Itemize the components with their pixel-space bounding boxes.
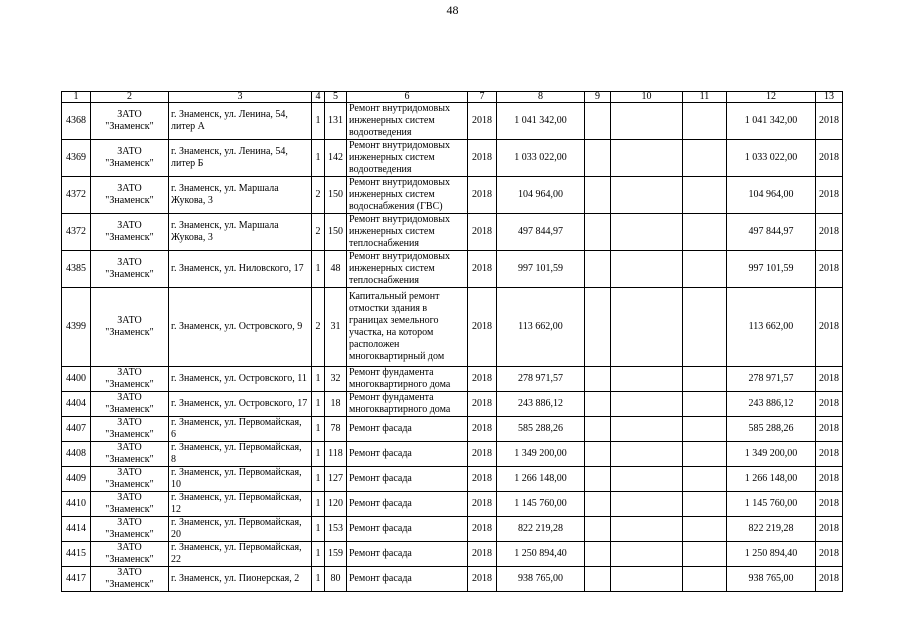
table-row [62, 214, 843, 251]
cell-total: 497 844,97 [727, 214, 816, 251]
cell-col5: 150 [325, 177, 347, 214]
table-row [62, 492, 843, 517]
cell-col5: 32 [325, 367, 347, 392]
cell-year: 2018 [468, 288, 497, 367]
table-row [62, 251, 843, 288]
cell-col10 [611, 103, 683, 140]
cell-col9 [585, 567, 611, 592]
cell-year: 2018 [468, 542, 497, 567]
cell-address: г. Знаменск, ул. Ниловского, 17 [169, 251, 312, 288]
organization-line-1: ЗАТО [117, 467, 142, 478]
cell-col9 [585, 103, 611, 140]
cell-address: г. Знаменск, ул. Ленина, 54, литер Б [169, 140, 312, 177]
cell-col4: 1 [312, 417, 325, 442]
table-row [62, 467, 843, 492]
cell-organization [91, 140, 169, 177]
cell-organization [91, 177, 169, 214]
cell-id: 4369 [62, 140, 91, 177]
cell-id: 4417 [62, 567, 91, 592]
cell-id: 4404 [62, 392, 91, 417]
cell-col5: 120 [325, 492, 347, 517]
cell-work-type: Ремонт фундамента многоквартирного дома [347, 392, 468, 417]
cell-organization [91, 392, 169, 417]
organization-line-1: ЗАТО [117, 392, 142, 403]
cell-col4: 2 [312, 288, 325, 367]
organization-line-1: ЗАТО [117, 183, 142, 194]
cell-organization [91, 367, 169, 392]
organization-line-2: "Знаменск" [105, 479, 154, 490]
cell-work-type: Ремонт внутридомовых инженерных систем теплоснабжения [347, 214, 468, 251]
organization-line-2: "Знаменск" [105, 195, 154, 206]
cell-col9 [585, 517, 611, 542]
cell-id: 4415 [62, 542, 91, 567]
column-header: 4 [312, 92, 325, 103]
cell-col5: 80 [325, 567, 347, 592]
cell-organization [91, 214, 169, 251]
cell-col4: 1 [312, 442, 325, 467]
organization-line-1: ЗАТО [117, 109, 142, 120]
cell-amount: 497 844,97 [497, 214, 585, 251]
cell-total: 104 964,00 [727, 177, 816, 214]
cell-col11 [683, 467, 727, 492]
cell-total: 1 266 148,00 [727, 467, 816, 492]
organization-line-2: "Знаменск" [105, 554, 154, 565]
cell-total: 278 971,57 [727, 367, 816, 392]
cell-total: 585 288,26 [727, 417, 816, 442]
cell-col11 [683, 288, 727, 367]
organization-line-2: "Знаменск" [105, 404, 154, 415]
cell-col10 [611, 214, 683, 251]
cell-total: 113 662,00 [727, 288, 816, 367]
cell-total: 1 250 894,40 [727, 542, 816, 567]
cell-amount: 585 288,26 [497, 417, 585, 442]
cell-col4: 2 [312, 177, 325, 214]
cell-amount: 243 886,12 [497, 392, 585, 417]
cell-address: г. Знаменск, ул. Ленина, 54, литер А [169, 103, 312, 140]
table-row [62, 542, 843, 567]
cell-col5: 142 [325, 140, 347, 177]
cell-col9 [585, 251, 611, 288]
cell-total: 1 041 342,00 [727, 103, 816, 140]
cell-col11 [683, 214, 727, 251]
column-number-row [62, 92, 843, 103]
table-row [62, 442, 843, 467]
cell-col13: 2018 [816, 542, 843, 567]
cell-address: г. Знаменск, ул. Первомайская, 22 [169, 542, 312, 567]
cell-organization [91, 467, 169, 492]
cell-col11 [683, 177, 727, 214]
organization-line-2: "Знаменск" [105, 429, 154, 440]
cell-col5: 18 [325, 392, 347, 417]
column-header: 12 [727, 92, 816, 103]
cell-col13: 2018 [816, 288, 843, 367]
organization-line-1: ЗАТО [117, 367, 142, 378]
cell-organization [91, 417, 169, 442]
cell-id: 4372 [62, 214, 91, 251]
organization-line-1: ЗАТО [117, 492, 142, 503]
cell-col13: 2018 [816, 177, 843, 214]
cell-col4: 1 [312, 517, 325, 542]
cell-address: г. Знаменск, ул. Первомайская, 10 [169, 467, 312, 492]
cell-work-type: Ремонт внутридомовых инженерных систем водоотведения [347, 103, 468, 140]
cell-col4: 1 [312, 392, 325, 417]
cell-year: 2018 [468, 214, 497, 251]
cell-total: 822 219,28 [727, 517, 816, 542]
cell-col4: 1 [312, 567, 325, 592]
cell-col13: 2018 [816, 367, 843, 392]
column-header: 7 [468, 92, 497, 103]
cell-total: 1 349 200,00 [727, 442, 816, 467]
cell-col9 [585, 288, 611, 367]
cell-amount: 1 033 022,00 [497, 140, 585, 177]
cell-year: 2018 [468, 367, 497, 392]
organization-line-2: "Знаменск" [105, 269, 154, 280]
table-row [62, 177, 843, 214]
cell-col11 [683, 417, 727, 442]
cell-work-type: Ремонт внутридомовых инженерных систем теплоснабжения [347, 251, 468, 288]
organization-line-2: "Знаменск" [105, 121, 154, 132]
cell-year: 2018 [468, 442, 497, 467]
cell-col5: 127 [325, 467, 347, 492]
cell-col11 [683, 542, 727, 567]
cell-col13: 2018 [816, 442, 843, 467]
cell-address: г. Знаменск, ул. Островского, 9 [169, 288, 312, 367]
cell-col4: 1 [312, 542, 325, 567]
cell-id: 4400 [62, 367, 91, 392]
cell-col11 [683, 367, 727, 392]
cell-year: 2018 [468, 140, 497, 177]
register-table [61, 91, 843, 592]
cell-col9 [585, 392, 611, 417]
cell-address: г. Знаменск, ул. Первомайская, 8 [169, 442, 312, 467]
cell-organization [91, 251, 169, 288]
cell-year: 2018 [468, 177, 497, 214]
cell-work-type: Ремонт фундамента многоквартирного дома [347, 367, 468, 392]
cell-organization [91, 442, 169, 467]
cell-total: 1 033 022,00 [727, 140, 816, 177]
cell-year: 2018 [468, 567, 497, 592]
cell-total: 1 145 760,00 [727, 492, 816, 517]
cell-total: 997 101,59 [727, 251, 816, 288]
cell-col4: 1 [312, 492, 325, 517]
cell-amount: 1 349 200,00 [497, 442, 585, 467]
cell-organization [91, 517, 169, 542]
cell-id: 4399 [62, 288, 91, 367]
column-header: 13 [816, 92, 843, 103]
cell-work-type: Капитальный ремонт отмостки здания в границах земельного участка, на котором расположен многоквартирный дом [347, 288, 468, 367]
cell-year: 2018 [468, 103, 497, 140]
page-number: 48 [446, 3, 459, 17]
cell-work-type: Ремонт фасада [347, 542, 468, 567]
organization-line-1: ЗАТО [117, 220, 142, 231]
cell-col10 [611, 392, 683, 417]
organization-line-1: ЗАТО [117, 257, 142, 268]
cell-col11 [683, 567, 727, 592]
cell-col9 [585, 417, 611, 442]
cell-col9 [585, 367, 611, 392]
cell-id: 4385 [62, 251, 91, 288]
cell-col11 [683, 251, 727, 288]
organization-line-2: "Знаменск" [105, 232, 154, 243]
organization-line-1: ЗАТО [117, 442, 142, 453]
cell-col9 [585, 492, 611, 517]
column-header: 5 [325, 92, 347, 103]
cell-col4: 1 [312, 103, 325, 140]
cell-work-type: Ремонт фасада [347, 517, 468, 542]
cell-col10 [611, 288, 683, 367]
cell-address: г. Знаменск, ул. Первомайская, 20 [169, 517, 312, 542]
cell-year: 2018 [468, 417, 497, 442]
cell-amount: 1 250 894,40 [497, 542, 585, 567]
cell-col10 [611, 542, 683, 567]
organization-line-2: "Знаменск" [105, 504, 154, 515]
table-row [62, 567, 843, 592]
table-body [62, 103, 843, 592]
cell-id: 4408 [62, 442, 91, 467]
cell-col13: 2018 [816, 417, 843, 442]
cell-col11 [683, 392, 727, 417]
organization-line-1: ЗАТО [117, 417, 142, 428]
cell-col13: 2018 [816, 103, 843, 140]
cell-work-type: Ремонт фасада [347, 492, 468, 517]
cell-col13: 2018 [816, 251, 843, 288]
cell-organization [91, 288, 169, 367]
cell-id: 4372 [62, 177, 91, 214]
cell-work-type: Ремонт фасада [347, 567, 468, 592]
cell-col10 [611, 467, 683, 492]
cell-col4: 1 [312, 251, 325, 288]
cell-col9 [585, 442, 611, 467]
cell-col11 [683, 103, 727, 140]
table-row [62, 367, 843, 392]
organization-line-1: ЗАТО [117, 146, 142, 157]
cell-amount: 1 145 760,00 [497, 492, 585, 517]
organization-line-2: "Знаменск" [105, 529, 154, 540]
cell-col4: 1 [312, 367, 325, 392]
cell-work-type: Ремонт внутридомовых инженерных систем водоотведения [347, 140, 468, 177]
column-header: 10 [611, 92, 683, 103]
cell-work-type: Ремонт внутридомовых инженерных систем водоснабжения (ГВС) [347, 177, 468, 214]
column-header: 2 [91, 92, 169, 103]
column-header: 6 [347, 92, 468, 103]
cell-work-type: Ремонт фасада [347, 417, 468, 442]
cell-address: г. Знаменск, ул. Маршала Жукова, 3 [169, 177, 312, 214]
organization-line-1: ЗАТО [117, 315, 142, 326]
cell-address: г. Знаменск, ул. Первомайская, 12 [169, 492, 312, 517]
cell-col10 [611, 251, 683, 288]
organization-line-2: "Знаменск" [105, 454, 154, 465]
cell-organization [91, 103, 169, 140]
cell-col5: 159 [325, 542, 347, 567]
organization-line-1: ЗАТО [117, 542, 142, 553]
cell-col11 [683, 442, 727, 467]
cell-id: 4407 [62, 417, 91, 442]
cell-year: 2018 [468, 467, 497, 492]
cell-col10 [611, 367, 683, 392]
cell-col13: 2018 [816, 492, 843, 517]
cell-amount: 1 266 148,00 [497, 467, 585, 492]
column-header: 3 [169, 92, 312, 103]
cell-col5: 153 [325, 517, 347, 542]
cell-id: 4409 [62, 467, 91, 492]
cell-col9 [585, 177, 611, 214]
table-row [62, 417, 843, 442]
cell-address: г. Знаменск, ул. Островского, 17 [169, 392, 312, 417]
cell-col9 [585, 214, 611, 251]
cell-col10 [611, 442, 683, 467]
cell-id: 4414 [62, 517, 91, 542]
organization-line-2: "Знаменск" [105, 579, 154, 590]
cell-col9 [585, 467, 611, 492]
table-row [62, 288, 843, 367]
column-header: 9 [585, 92, 611, 103]
organization-line-1: ЗАТО [117, 517, 142, 528]
column-header: 8 [497, 92, 585, 103]
cell-col10 [611, 517, 683, 542]
cell-col13: 2018 [816, 214, 843, 251]
cell-col13: 2018 [816, 140, 843, 177]
cell-col13: 2018 [816, 567, 843, 592]
cell-col9 [585, 140, 611, 177]
cell-col10 [611, 140, 683, 177]
cell-amount: 113 662,00 [497, 288, 585, 367]
cell-address: г. Знаменск, ул. Пионерская, 2 [169, 567, 312, 592]
cell-col4: 1 [312, 467, 325, 492]
cell-work-type: Ремонт фасада [347, 467, 468, 492]
cell-col10 [611, 177, 683, 214]
table-row [62, 103, 843, 140]
cell-work-type: Ремонт фасада [347, 442, 468, 467]
cell-total: 243 886,12 [727, 392, 816, 417]
organization-line-2: "Знаменск" [105, 327, 154, 338]
cell-col10 [611, 567, 683, 592]
cell-total: 938 765,00 [727, 567, 816, 592]
organization-line-2: "Знаменск" [105, 158, 154, 169]
cell-col5: 150 [325, 214, 347, 251]
cell-amount: 278 971,57 [497, 367, 585, 392]
cell-id: 4410 [62, 492, 91, 517]
cell-year: 2018 [468, 492, 497, 517]
cell-amount: 1 041 342,00 [497, 103, 585, 140]
cell-col13: 2018 [816, 467, 843, 492]
cell-col9 [585, 542, 611, 567]
cell-amount: 822 219,28 [497, 517, 585, 542]
column-header: 1 [62, 92, 91, 103]
cell-amount: 104 964,00 [497, 177, 585, 214]
cell-col10 [611, 492, 683, 517]
organization-line-2: "Знаменск" [105, 379, 154, 390]
cell-col5: 48 [325, 251, 347, 288]
cell-col4: 2 [312, 214, 325, 251]
cell-year: 2018 [468, 517, 497, 542]
cell-year: 2018 [468, 392, 497, 417]
cell-organization [91, 542, 169, 567]
cell-address: г. Знаменск, ул. Первомайская, 6 [169, 417, 312, 442]
column-header: 11 [683, 92, 727, 103]
cell-address: г. Знаменск, ул. Островского, 11 [169, 367, 312, 392]
cell-id: 4368 [62, 103, 91, 140]
cell-amount: 997 101,59 [497, 251, 585, 288]
cell-col5: 78 [325, 417, 347, 442]
cell-organization [91, 567, 169, 592]
table-row [62, 392, 843, 417]
cell-col10 [611, 417, 683, 442]
cell-col13: 2018 [816, 517, 843, 542]
cell-col13: 2018 [816, 392, 843, 417]
table-row [62, 517, 843, 542]
cell-year: 2018 [468, 251, 497, 288]
cell-col4: 1 [312, 140, 325, 177]
cell-col11 [683, 492, 727, 517]
cell-col11 [683, 140, 727, 177]
cell-col5: 131 [325, 103, 347, 140]
cell-organization [91, 492, 169, 517]
cell-amount: 938 765,00 [497, 567, 585, 592]
organization-line-1: ЗАТО [117, 567, 142, 578]
cell-col5: 31 [325, 288, 347, 367]
cell-col11 [683, 517, 727, 542]
cell-address: г. Знаменск, ул. Маршала Жукова, 3 [169, 214, 312, 251]
table-row [62, 140, 843, 177]
cell-col5: 118 [325, 442, 347, 467]
